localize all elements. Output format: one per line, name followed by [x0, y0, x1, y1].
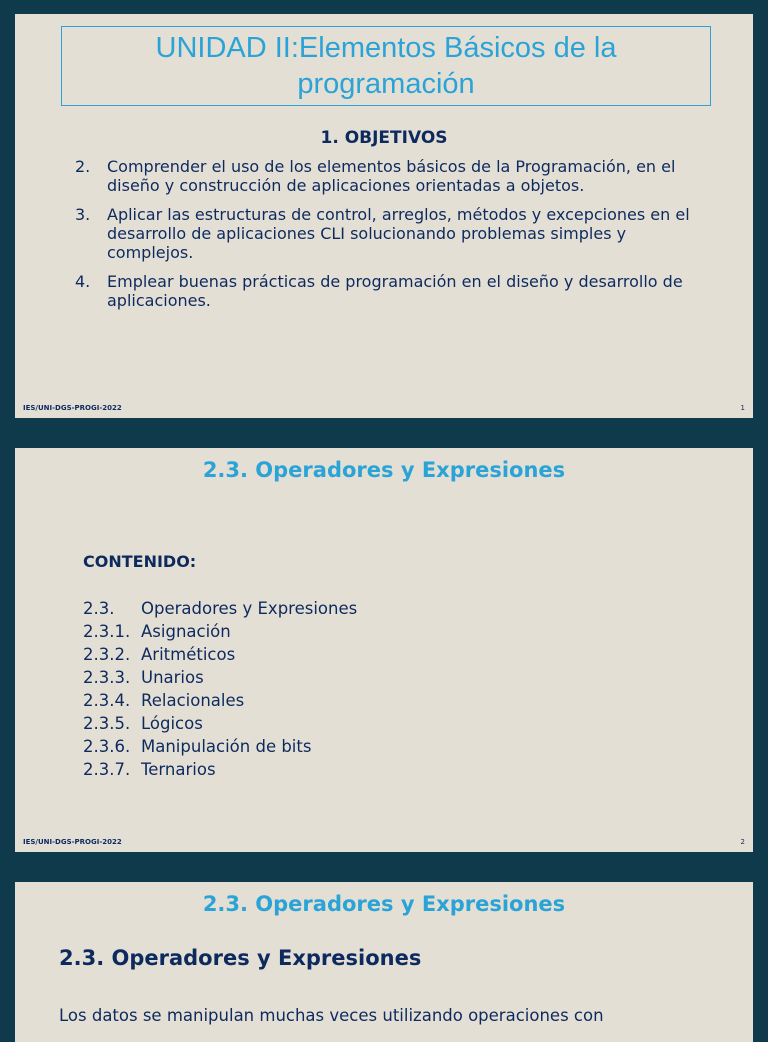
- contents-number: 2.3.: [83, 599, 115, 618]
- objective-number: 4.: [75, 272, 91, 291]
- section-title: 2.3. Operadores y Expresiones: [59, 946, 422, 970]
- body-paragraph: Los datos se manipulan muchas veces utilizando operaciones con: [59, 1006, 604, 1025]
- contents-number: 2.3.6.: [83, 737, 131, 756]
- objective-item: [75, 157, 695, 195]
- objectives-list: [75, 157, 695, 320]
- slide-1: [15, 14, 753, 418]
- contents-item: [83, 597, 357, 620]
- contents-text: Ternarios: [141, 760, 216, 779]
- page-number: 2: [740, 838, 745, 846]
- contents-item: [83, 712, 357, 735]
- slide-heading: 2.3. Operadores y Expresiones: [202, 892, 566, 916]
- objective-number: 3.: [75, 205, 91, 224]
- contenido-label: CONTENIDO:: [83, 552, 197, 571]
- objectives-heading: 1. OBJETIVOS: [320, 128, 448, 148]
- contents-text: Relacionales: [141, 691, 245, 710]
- objective-text: Comprender el uso de los elementos básicos de la Programación, en el diseño y construcción de aplicaciones orientadas a objetos.: [107, 157, 676, 195]
- contents-text: Operadores y Expresiones: [141, 599, 358, 618]
- contents-number: 2.3.1.: [83, 622, 131, 641]
- contents-number: 2.3.3.: [83, 668, 131, 687]
- contents-item: [83, 689, 357, 712]
- objective-text: Emplear buenas prácticas de programación en el diseño y desarrollo de aplicaciones.: [107, 272, 683, 310]
- contents-item: [83, 643, 357, 666]
- objective-item: [75, 272, 695, 310]
- objective-item: [75, 205, 695, 262]
- contents-text: Unarios: [141, 668, 204, 687]
- objective-text: Aplicar las estructuras de control, arreglos, métodos y excepciones en el desarrollo de aplicaciones CLI solucionando problemas simples y complejos.: [107, 205, 690, 262]
- contents-number: 2.3.4.: [83, 691, 131, 710]
- contents-text: Asignación: [141, 622, 231, 641]
- slide-3: [15, 882, 753, 1042]
- objective-number: 2.: [75, 157, 91, 176]
- contents-number: 2.3.2.: [83, 645, 131, 664]
- contents-item: [83, 620, 357, 643]
- contents-item: [83, 666, 357, 689]
- contents-text: Manipulación de bits: [141, 737, 312, 756]
- footer-course-code: IES/UNI-DGS-PROGI-2022: [23, 404, 122, 412]
- page-number: 1: [740, 404, 745, 412]
- contents-text: Aritméticos: [141, 645, 236, 664]
- contents-number: 2.3.7.: [83, 760, 131, 779]
- contents-text: Lógicos: [141, 714, 203, 733]
- slide-2: [15, 448, 753, 852]
- contents-list: [83, 597, 357, 781]
- slide-heading: 2.3. Operadores y Expresiones: [202, 458, 566, 482]
- contents-item: [83, 735, 357, 758]
- footer-course-code: IES/UNI-DGS-PROGI-2022: [23, 838, 122, 846]
- title-box: [61, 26, 711, 106]
- slide-title: UNIDAD II:Elementos Básicos de la programación: [155, 32, 617, 100]
- contents-number: 2.3.5.: [83, 714, 131, 733]
- contents-item: [83, 758, 357, 781]
